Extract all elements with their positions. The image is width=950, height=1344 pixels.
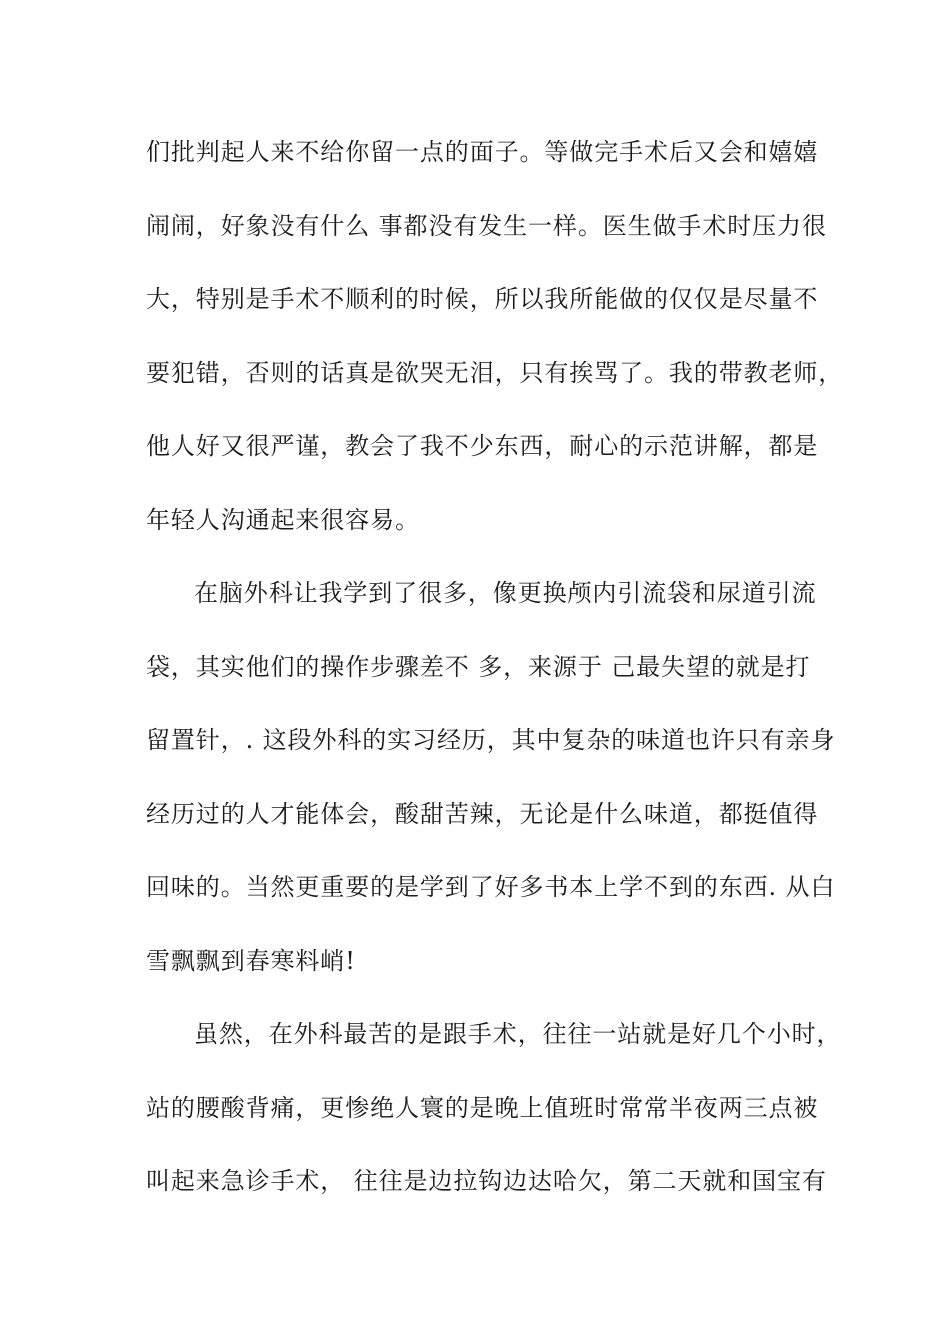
text-line: 站的腰酸背痛，更惨绝人寰的是晚上值班时常常半夜两三点被	[146, 1093, 819, 1122]
text-line: 经历过的人才能体会，酸甜苦辣，无论是什么味道，都挺值得	[146, 799, 819, 828]
text-line: 袋，其实他们的操作步骤差不 多，来源于 己最失望的就是打	[146, 652, 811, 681]
text-line: 们批判起人来不给你留一点的面子。等做完手术后又会和嬉嬉	[146, 138, 819, 166]
text-line: 回味的。当然更重要的是学到了好多书本上学不到的东西. 从白	[146, 873, 836, 901]
paragraph-start-line: 在脑外科让我学到了很多，像更换颅内引流袋和尿道引流	[194, 579, 817, 607]
text-line: 要犯错，否则的话真是欲哭无泪，只有挨骂了。我的带教老师，	[146, 358, 844, 387]
text-line: 雪飘飘到春寒料峭!	[146, 946, 356, 975]
document-body	[146, 128, 844, 1231]
text-line: 他人好又很严谨，教会了我不少东西，耐心的示范讲解，都是	[146, 432, 819, 460]
text-line: 大，特别是手术不顺利的时候，所以我所能做的仅仅是尽量不	[146, 285, 819, 313]
text-line: 留置针，. 这段外科的实习经历，其中复杂的味道也许只有亲身	[146, 726, 836, 754]
text-line: 叫起来急诊手术， 往往是边拉钩边达哈欠，第二天就和国宝有	[146, 1167, 827, 1195]
text-line: 年轻人沟通起来很容易。	[146, 505, 420, 534]
paragraph-start-line: 虽然，在外科最苦的是跟手术，往往一站就是好几个小时，	[194, 1020, 842, 1048]
text-line: 闹闹，好象没有什么 事都没有发生一样。医生做手术时压力很	[146, 211, 827, 240]
